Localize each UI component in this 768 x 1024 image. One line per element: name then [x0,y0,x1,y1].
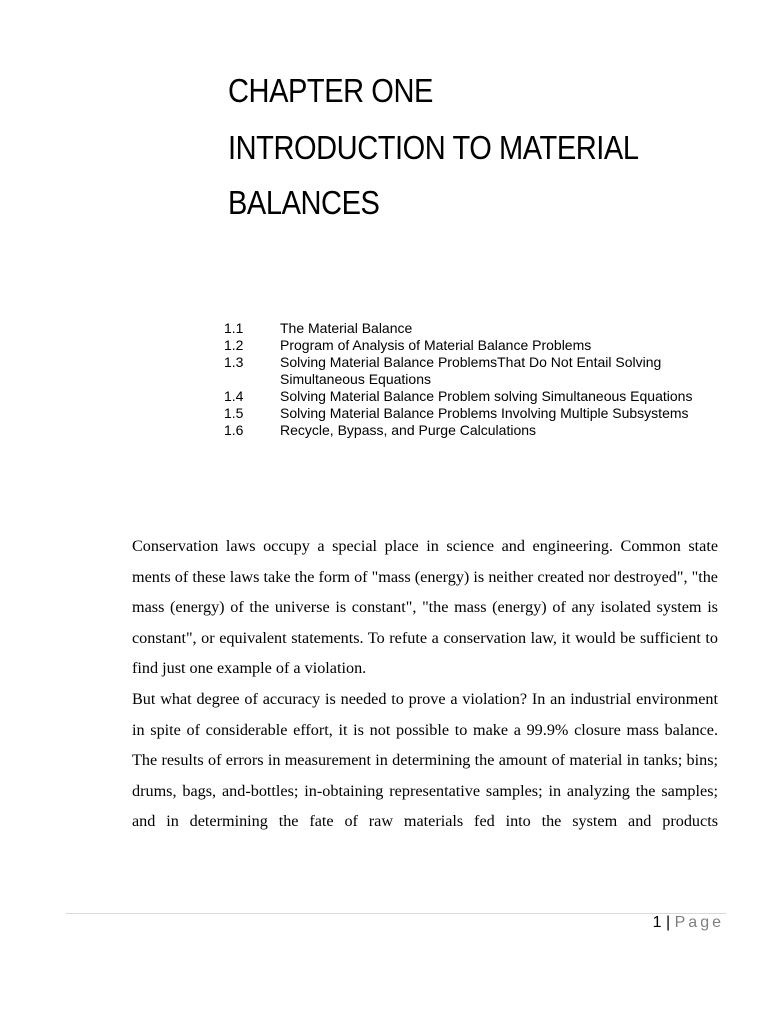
toc-item-title: Recycle, Bypass, and Purge Calculations [280,422,537,438]
body-text [132,531,718,837]
chapter-title-line-1: INTRODUCTION TO MATERIAL [228,129,639,166]
footer-separator: | [666,914,671,931]
page-label: Page [674,914,724,931]
toc-item-title: Program of Analysis of Material Balance Problems [280,337,592,353]
chapter-title-line-2: BALANCES [228,184,380,221]
toc-item-number: 1.4 [224,388,244,404]
table-of-contents [224,320,724,439]
page-footer [653,914,724,932]
toc-item [224,405,724,422]
toc-item [224,354,724,388]
toc-item-number: 1.5 [224,405,244,421]
toc-item-number: 1.1 [224,320,244,336]
toc-item-title: Solving Material Balance Problems Involving Multiple Subsystems [280,405,689,421]
body-paragraph-2: But what degree of accuracy is needed to prove a violation? In an industrial environment in spite of considerable effort, it is not possible to make a 99.9% closure mass balance. The results of errors in measurement in determining the amount of material in tanks; bins; drums, bags, and-bottles; in-obtaining representative samples; in analyzing the samples; and in determining the fate of raw materials fed into the system and products [132,689,718,831]
toc-item [224,388,724,405]
toc-item-number: 1.3 [224,354,244,370]
toc-item [224,320,724,337]
footer-divider [66,913,726,914]
toc-item [224,422,724,439]
toc-item-number: 1.2 [224,337,244,353]
page-number: 1 [652,914,662,931]
toc-item-title: Solving Material Balance ProblemsThat Do Not Entail Solving Simultaneous Equations [280,354,662,387]
toc-item-title: Solving Material Balance Problem solving Simultaneous Equations [280,388,693,404]
chapter-label: CHAPTER ONE [228,72,433,109]
body-paragraph-1: Conservation laws occupy a special place in science and engineering. Common state ments of these laws take the form of "mass (energy) is neither created nor destroyed", "the mass (energy) of the universe is constant", "the mass (energy) of any isolated system is constant", or equivalent statements. To refute a conservation law, it would be sufficient to find just one example of a violation. [132,537,718,678]
toc-item-number: 1.6 [224,422,244,438]
toc-item [224,337,724,354]
toc-item-title: The Material Balance [280,320,413,336]
